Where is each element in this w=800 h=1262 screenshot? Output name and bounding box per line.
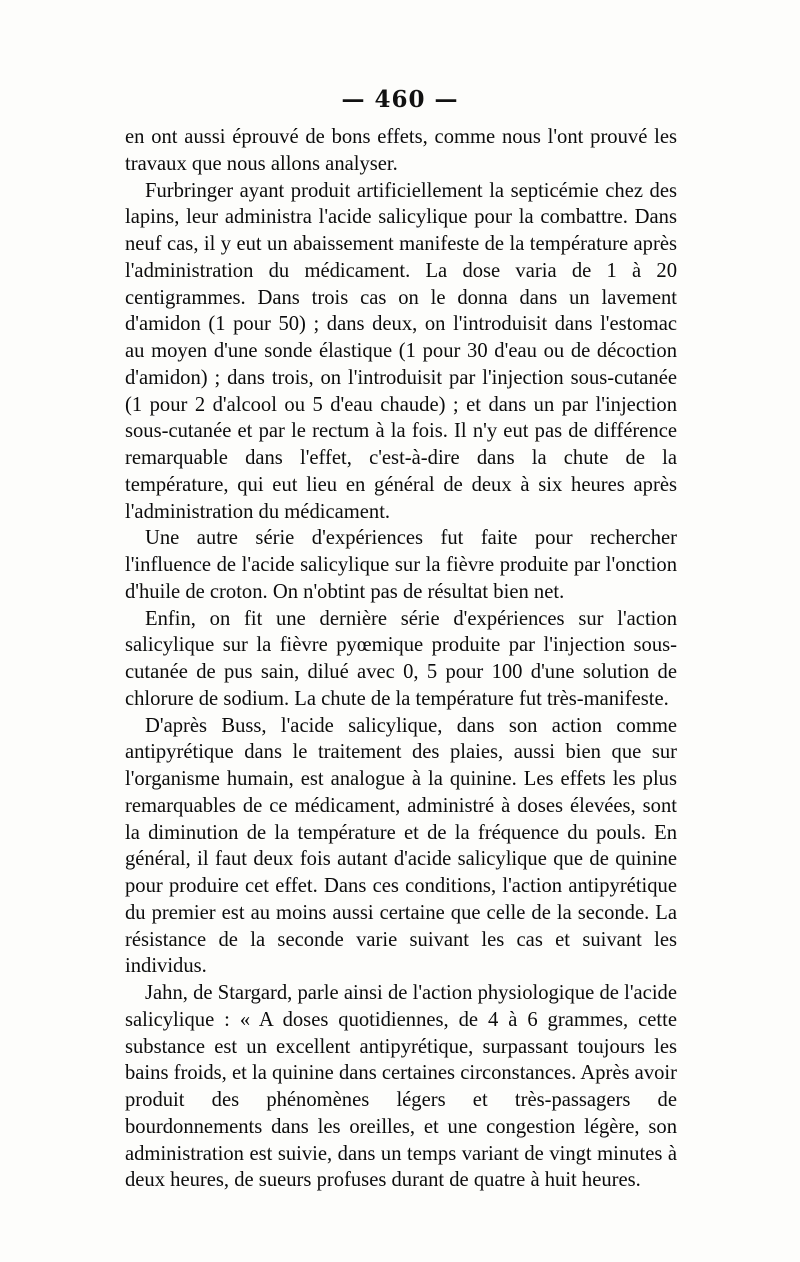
- paragraph-jahn: Jahn, de Stargard, parle ainsi de l'action physiologique de l'acide salicylique : « A doses quotidiennes, de 4 à 6 grammes, cette substance est un excellent antipyrétique, surpassant toujours les bains froids, et la quinine dans certaines circonstances. Après avoir produit des phénomènes légers et très-passagers de bourdonnements dans les oreilles, et une congestion légère, son administration est suivie, dans un temps variant de vingt minutes à deux heures, de sueurs profuses durant de quatre à huit heures.: [125, 982, 677, 1192]
- body-text: [125, 124, 677, 1194]
- paragraph-continuation: en ont aussi éprouvé de bons effets, comme nous l'ont prouvé les travaux que nous allons analyser.: [125, 126, 677, 175]
- paragraph-croton-oil: Une autre série d'expériences fut faite pour rechercher l'influence de l'acide salicylique sur la fièvre produite par l'onction d'huile de croton. On n'obtint pas de résultat bien net.: [125, 527, 677, 603]
- paragraph-furbringer: Furbringer ayant produit artificiellement la septicémie chez des lapins, leur administra l'acide salicylique pour la combattre. Dans neuf cas, il y eut un abaissement manifeste de la température après l'administration du médicament. La dose varia de 1 à 20 centigrammes. Dans trois cas on le donna dans un lavement d'amidon (1 pour 50) ; dans deux, on l'introduisit dans l'estomac au moyen d'une sonde élastique (1 pour 30 d'eau ou de décoction d'amidon) ; dans trois, on l'introduisit par l'injection sous-cutanée (1 pour 2 d'alcool ou 5 d'eau chaude) ; et dans un par l'injection sous-cutanée et par le rectum à la fois. Il n'y eut pas de différence remarquable dans l'effet, c'est-à-dire dans la chute de la température, qui eut lieu en général de deux à six heures après l'administration du médicament.: [125, 179, 677, 523]
- paragraph-buss: D'après Buss, l'acide salicylique, dans son action comme antipyrétique dans le traitement des plaies, aussi bien que sur l'organisme humain, est analogue à la quinine. Les effets les plus remarquables de ce médicament, administré à doses élevées, sont la diminution de la température et de la fréquence du pouls. En général, il faut deux fois autant d'acide salicylique que de quinine pour produire cet effet. Dans ces conditions, l'action antipyrétique du premier est au moins aussi certaine que celle de la seconde. La résistance de la seconde varie suivant les cas et suivant les individus.: [125, 714, 677, 978]
- paragraph-pyaemic-fever: Enfin, on fit une dernière série d'expériences sur l'action salicylique sur la fièvre pyœmique produite par l'injection sous-cutanée de pus sain, dilué avec 0, 5 pour 100 d'une solution de chlorure de sodium. La chute de la température fut très-manifeste.: [125, 607, 677, 710]
- page-number: — 460 —: [341, 86, 459, 113]
